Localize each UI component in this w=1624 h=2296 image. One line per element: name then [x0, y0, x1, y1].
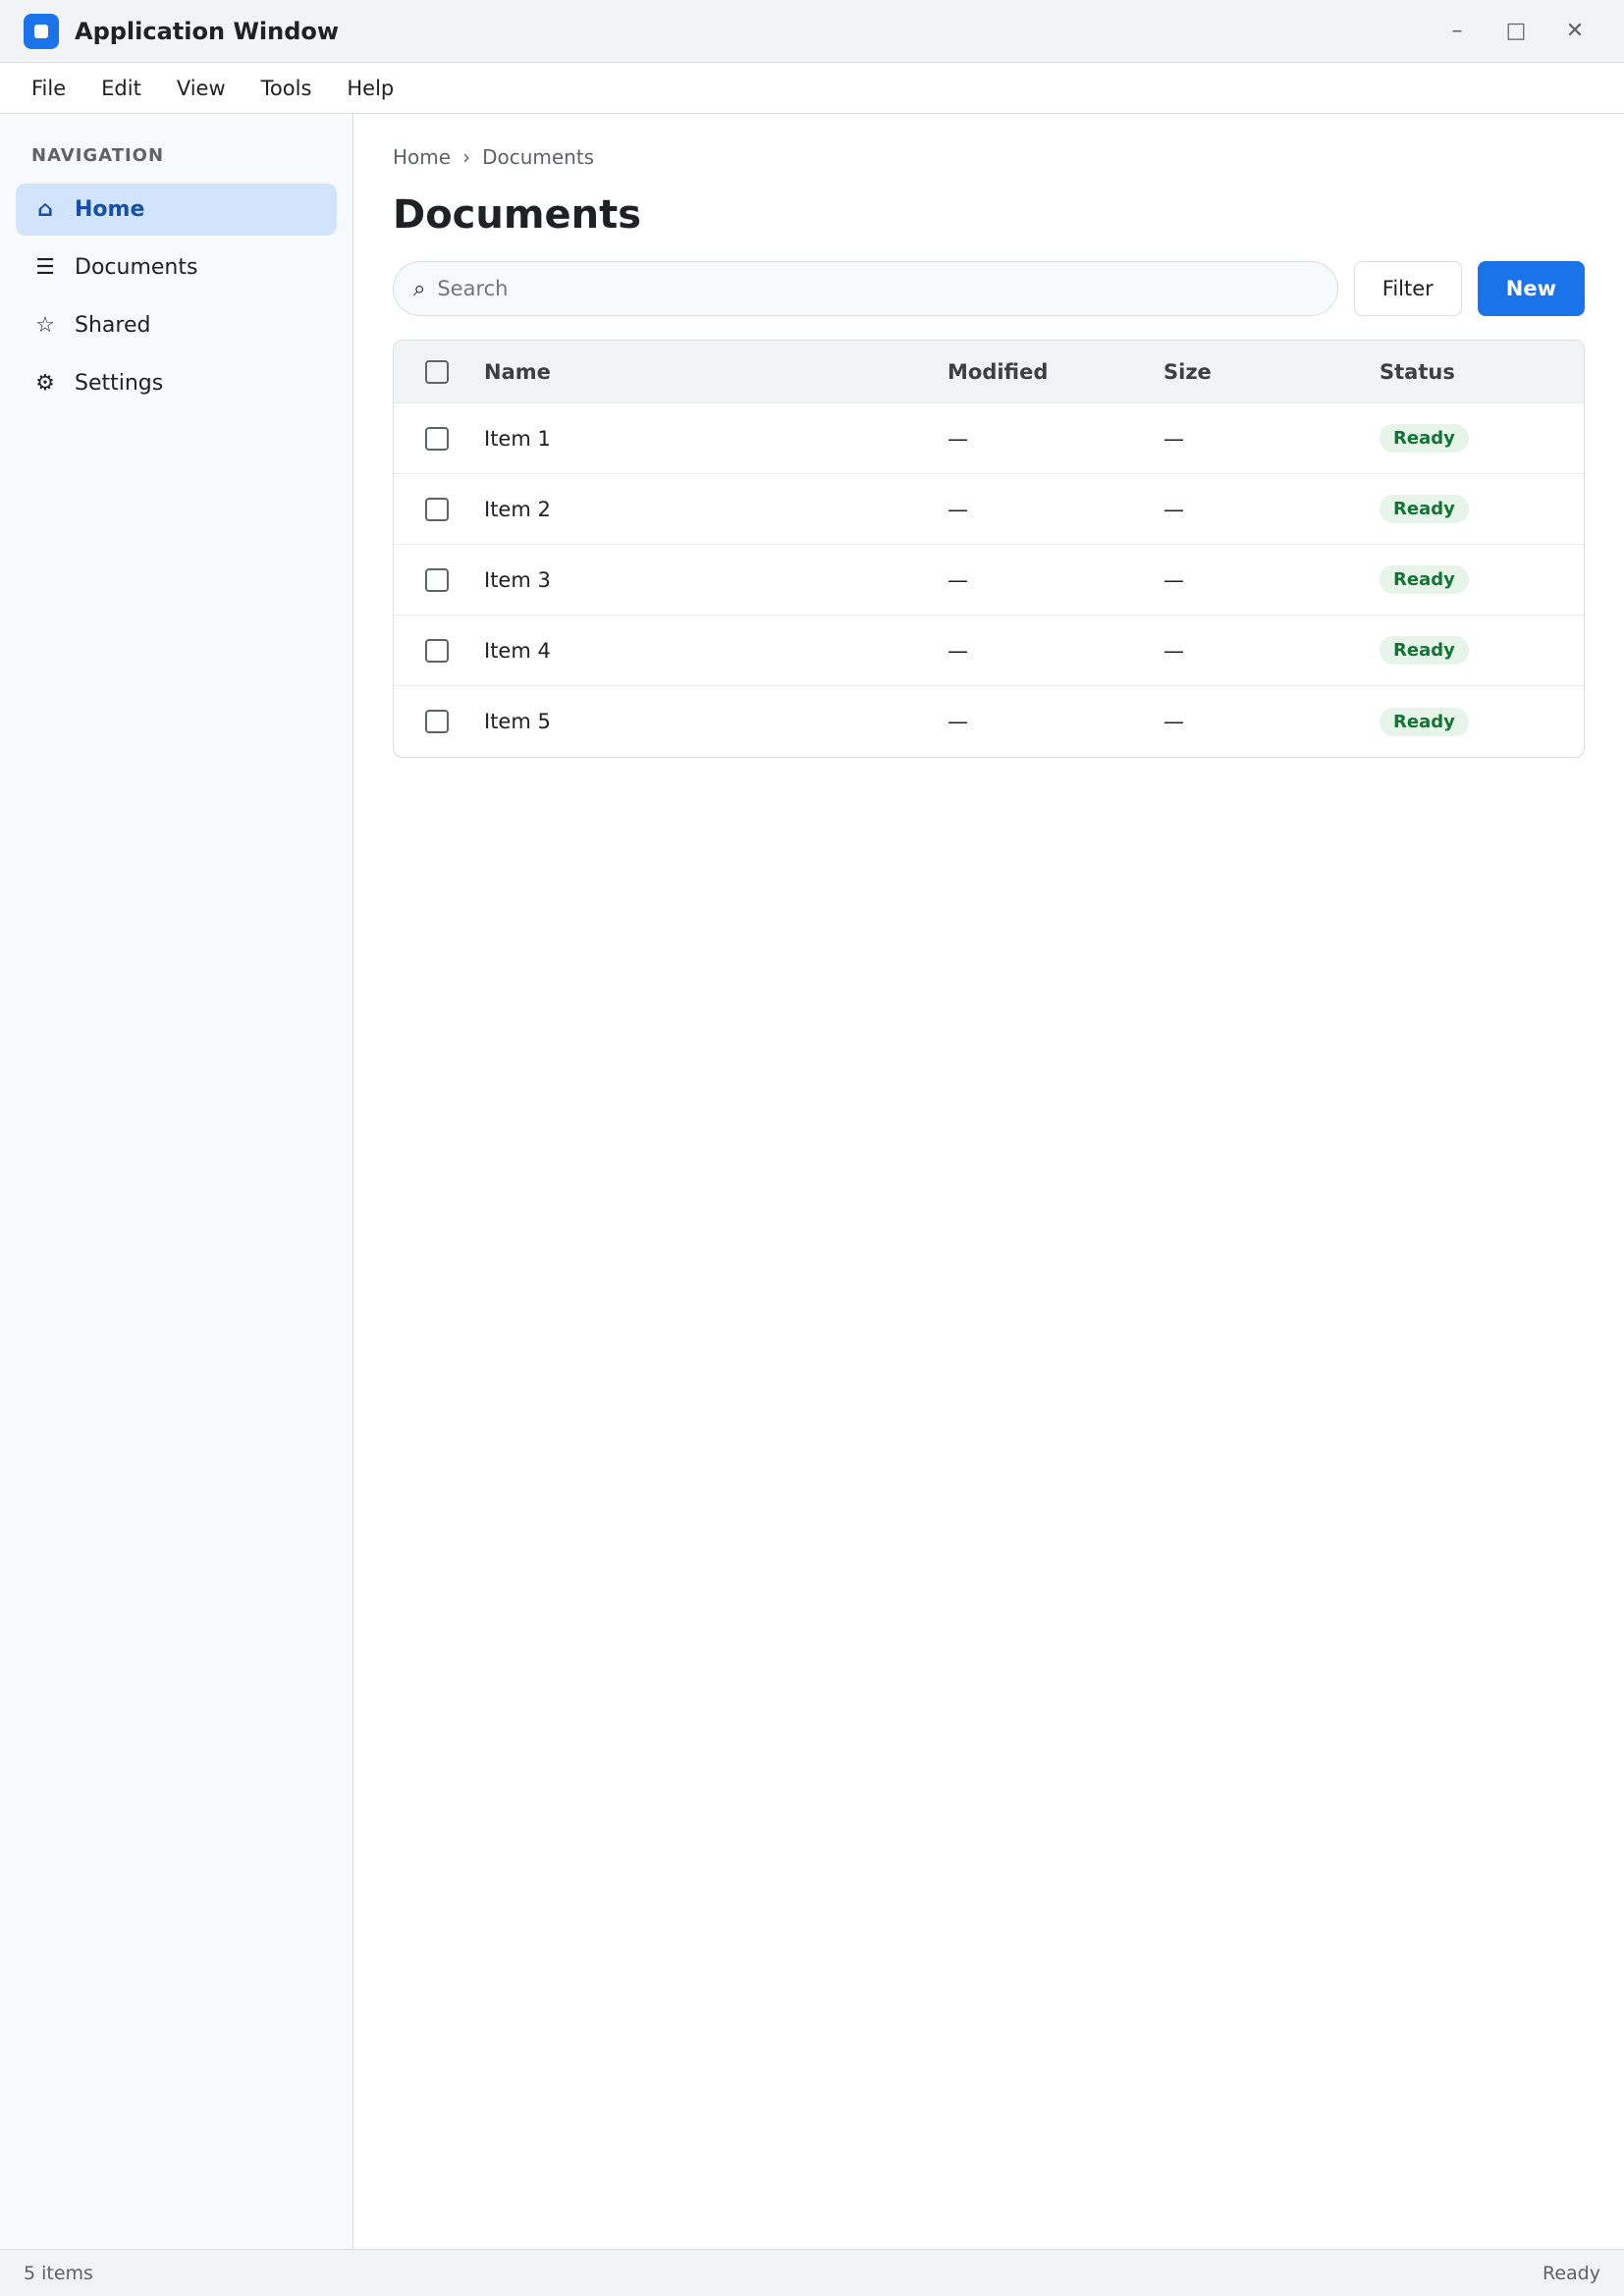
row-size: —	[1164, 567, 1184, 592]
menu-item-tools[interactable]: Tools	[260, 76, 312, 100]
close-button[interactable]: ✕	[1565, 19, 1585, 43]
column-header-size[interactable]: Size	[1164, 359, 1212, 384]
menu-item-help[interactable]: Help	[347, 76, 395, 100]
sidebar-item-label: Documents	[75, 255, 198, 280]
breadcrumb-home-link[interactable]: Home	[393, 145, 452, 169]
sidebar-item-settings[interactable]	[16, 357, 337, 409]
status-badge: Ready	[1380, 636, 1469, 665]
main-panel	[353, 114, 1624, 2249]
sidebar	[0, 114, 353, 2249]
search-box[interactable]	[393, 261, 1338, 316]
sidebar-item-home[interactable]	[16, 184, 337, 236]
menu-bar	[0, 63, 1624, 114]
maximize-button[interactable]: □	[1505, 19, 1527, 43]
window-controls	[1432, 12, 1600, 51]
sidebar-item-shared[interactable]	[16, 299, 337, 351]
breadcrumb	[393, 145, 1585, 169]
toolbar	[393, 261, 1585, 316]
row-name: Item 5	[484, 710, 551, 733]
row-checkbox[interactable]	[425, 427, 449, 451]
menu-item-edit[interactable]: Edit	[101, 76, 141, 100]
status-badge: Ready	[1380, 565, 1469, 594]
data-table	[393, 340, 1585, 758]
status-badge: Ready	[1380, 708, 1469, 736]
content-area	[0, 114, 1624, 2249]
column-header-modified[interactable]: Modified	[947, 359, 1049, 384]
status-state: Ready	[1543, 2262, 1600, 2284]
row-status	[1368, 708, 1564, 736]
gear-icon: ⚙	[35, 371, 55, 396]
title-bar[interactable]	[0, 0, 1624, 63]
row-size: —	[1164, 426, 1184, 451]
breadcrumb-separator: ›	[462, 145, 471, 169]
app-icon	[24, 14, 59, 49]
row-name: Item 4	[484, 638, 551, 663]
minimize-button[interactable]: –	[1451, 19, 1463, 43]
sidebar-item-label: Settings	[75, 371, 164, 396]
row-size: —	[1164, 710, 1184, 733]
document-icon: ☰	[35, 255, 55, 280]
sidebar-item-documents[interactable]	[16, 241, 337, 294]
row-status	[1368, 636, 1564, 665]
table-row[interactable]	[394, 403, 1584, 474]
row-checkbox[interactable]	[425, 568, 449, 592]
row-status	[1368, 495, 1564, 523]
status-bar	[0, 2249, 1624, 2296]
column-header-name[interactable]: Name	[484, 359, 551, 384]
row-modified: —	[947, 567, 968, 592]
status-item-count: 5 items	[24, 2262, 93, 2284]
menu-item-view[interactable]: View	[176, 76, 226, 100]
page-title: Documents	[393, 192, 642, 238]
select-all-checkbox[interactable]	[425, 360, 449, 384]
row-modified: —	[947, 497, 968, 521]
table-row[interactable]	[394, 686, 1584, 757]
search-icon: ⌕	[413, 276, 426, 301]
new-button[interactable]: New	[1478, 261, 1585, 316]
breadcrumb-current: Documents	[482, 145, 595, 169]
table-row[interactable]	[394, 545, 1584, 615]
table-header-row	[394, 341, 1584, 403]
row-name: Item 2	[484, 497, 551, 521]
row-name: Item 1	[484, 426, 551, 451]
filter-button[interactable]: Filter	[1354, 261, 1462, 316]
table-row[interactable]	[394, 615, 1584, 686]
sidebar-heading: NAVIGATION	[31, 145, 165, 166]
star-icon: ☆	[35, 313, 55, 338]
table-row[interactable]	[394, 474, 1584, 545]
sidebar-item-label: Home	[75, 197, 145, 222]
row-modified: —	[947, 426, 968, 451]
window-title: Application Window	[75, 17, 340, 45]
status-badge: Ready	[1380, 495, 1469, 523]
row-status	[1368, 424, 1564, 453]
row-modified: —	[947, 710, 968, 733]
home-icon: ⌂	[37, 197, 53, 222]
menu-item-file[interactable]: File	[31, 76, 67, 100]
row-checkbox[interactable]	[425, 498, 449, 521]
column-header-status[interactable]: Status	[1380, 359, 1455, 384]
sidebar-item-label: Shared	[75, 313, 151, 338]
row-status	[1368, 565, 1564, 594]
row-size: —	[1164, 638, 1184, 663]
row-checkbox[interactable]	[425, 639, 449, 663]
search-input[interactable]	[437, 277, 1317, 300]
status-badge: Ready	[1380, 424, 1469, 453]
row-modified: —	[947, 638, 968, 663]
row-checkbox[interactable]	[425, 710, 449, 733]
row-name: Item 3	[484, 567, 551, 592]
row-size: —	[1164, 497, 1184, 521]
